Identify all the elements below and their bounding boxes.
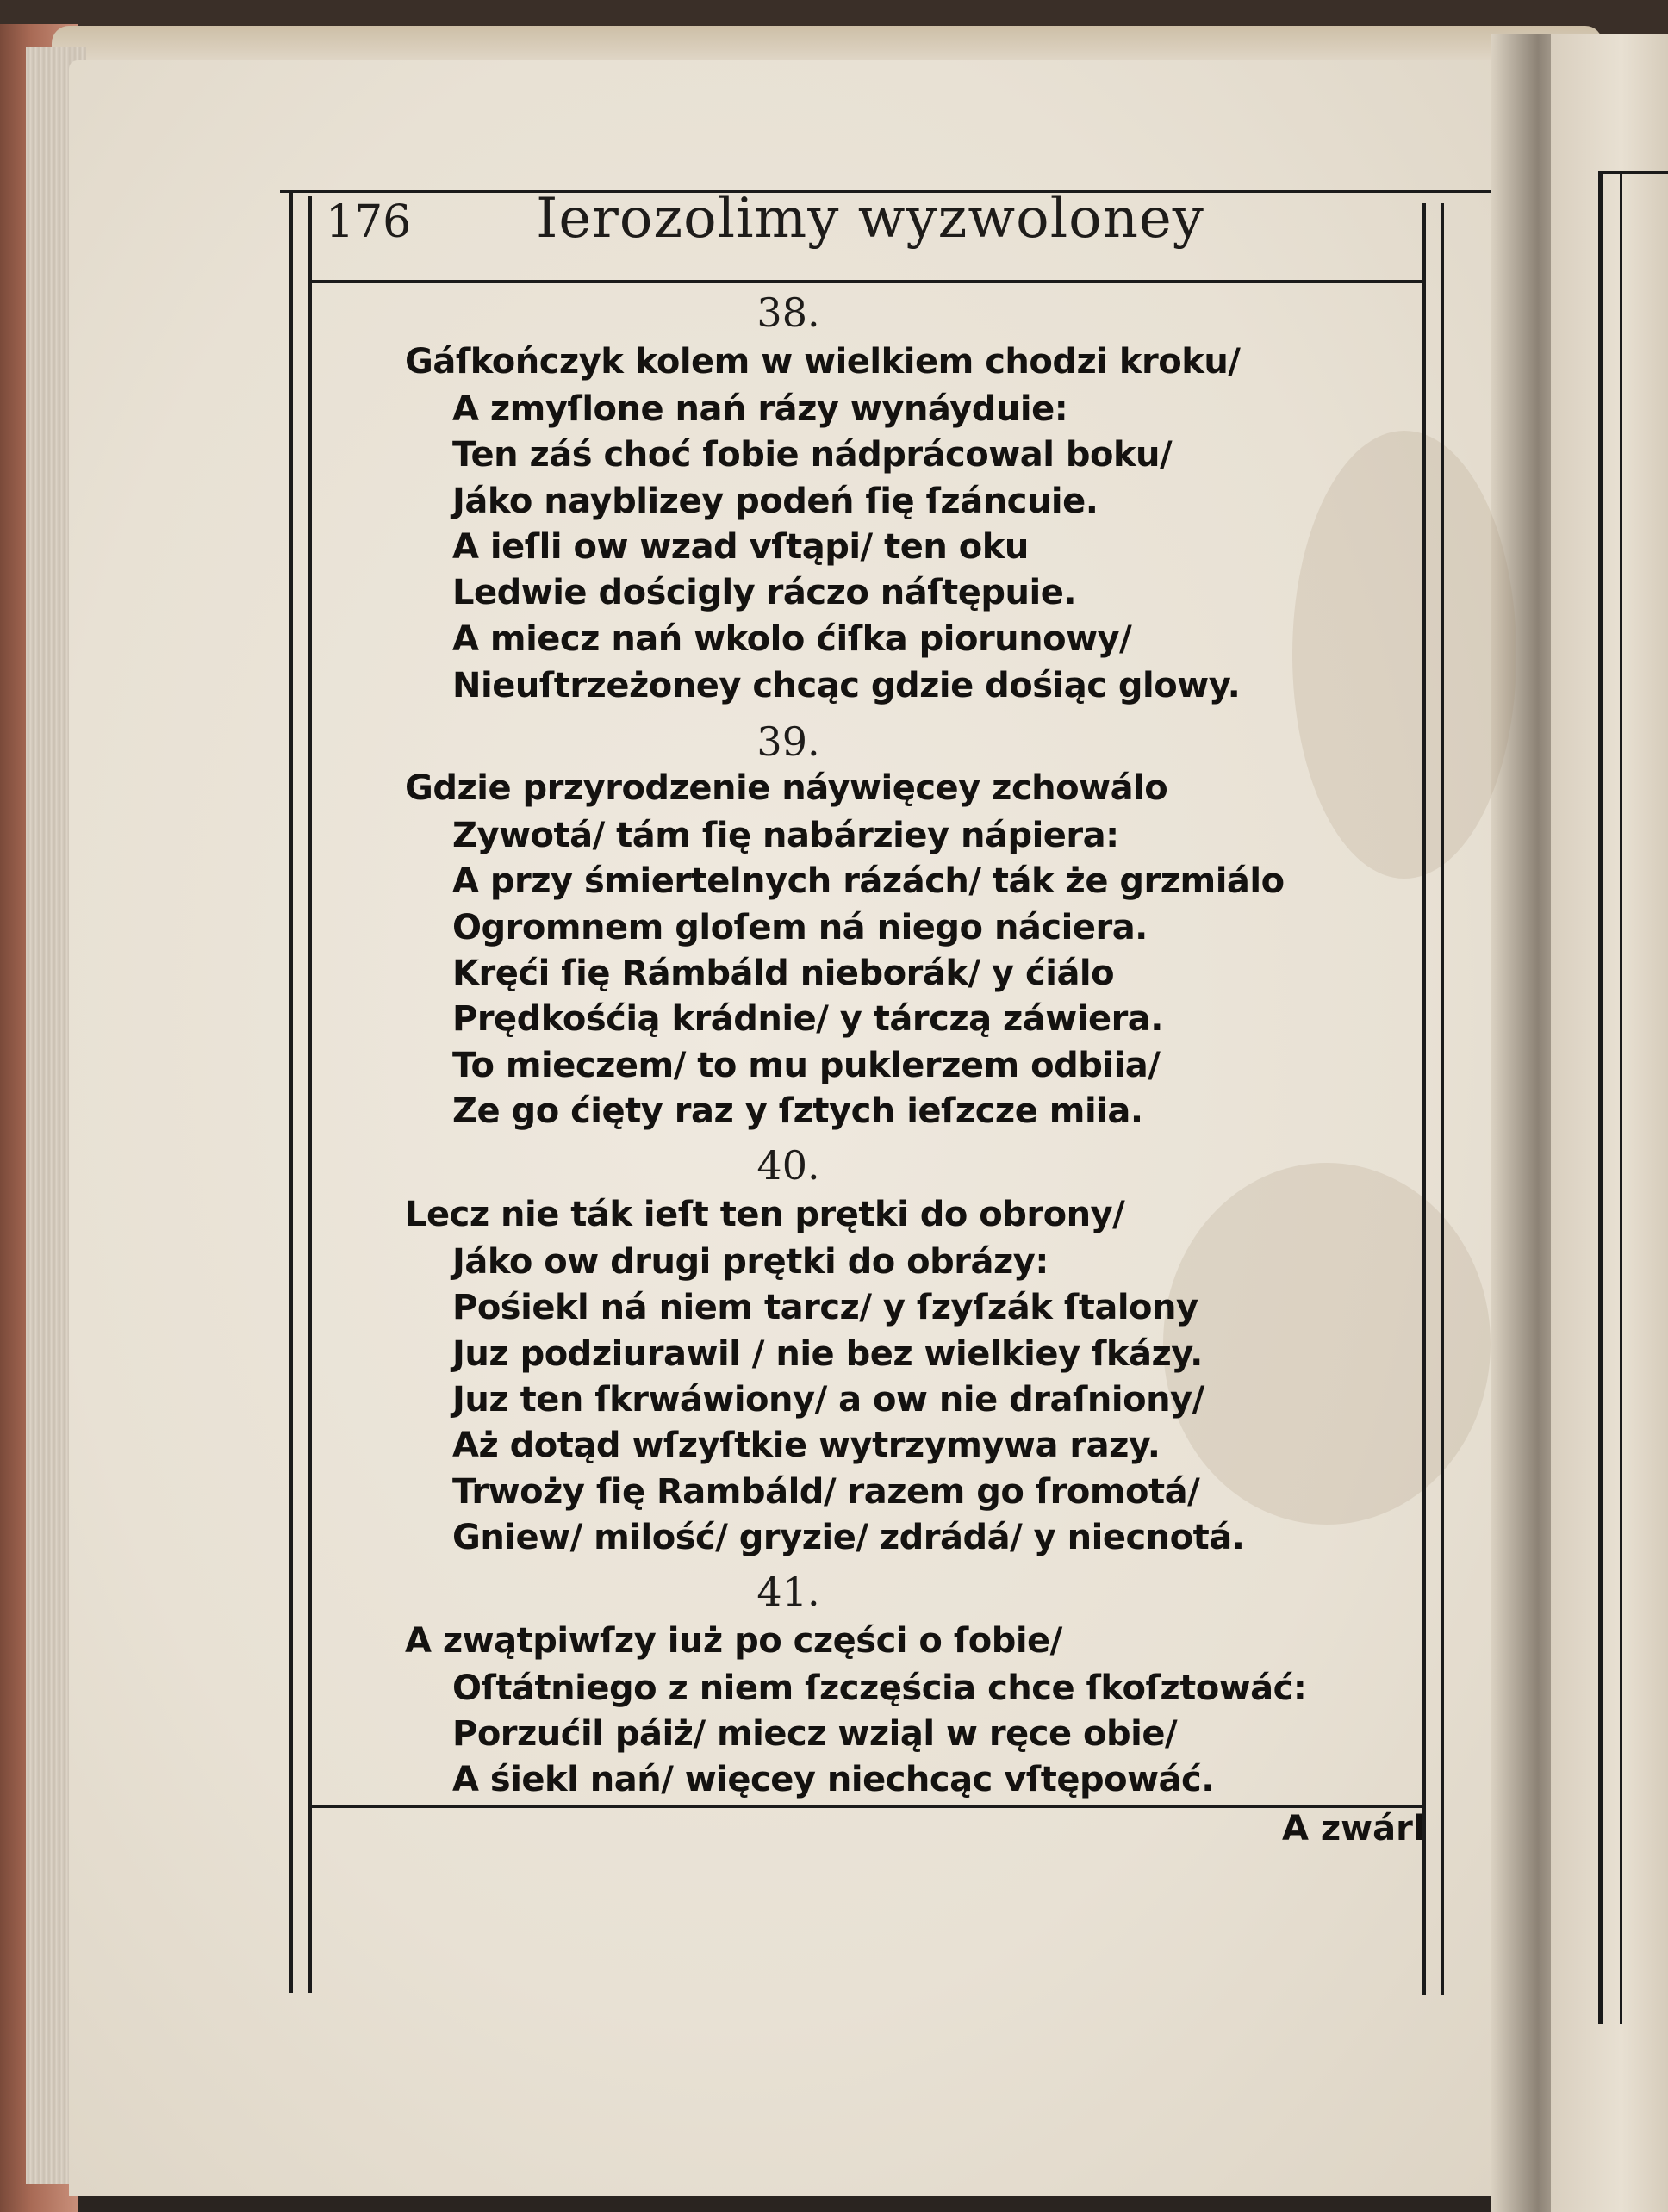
right-page-rule	[1598, 172, 1603, 2024]
verse-line: A ieſli ow wzad vſtąpi/ ten oku	[452, 527, 1029, 567]
verse-line: Pośiekl ná niem tarcz/ y ſzyſzák ſtalony	[452, 1288, 1198, 1327]
verse-line: Jáko ow drugi prętki do obrázy:	[452, 1242, 1049, 1282]
verse-line: Gdzie przyrodzenie náywięcey zchowálo	[405, 768, 1168, 808]
right-inner-rule	[1422, 203, 1426, 1995]
verse-line: Zywotá/ tám ſię nabárziey nápiera:	[452, 816, 1119, 855]
verse-line: Porzućil páiż/ miecz wziąl w ręce obie/	[452, 1714, 1178, 1754]
verse-line: Lecz nie ták ieſt ten prętki do obrony/	[405, 1195, 1125, 1234]
right-page-rule	[1620, 172, 1622, 2024]
verse-line: Jáko nayblizey podeń ſię ſzáncuie.	[452, 482, 1099, 521]
verse-line: Aż dotąd wſzyſtkie wytrzymywa razy.	[452, 1426, 1161, 1465]
right-page-rule	[1598, 171, 1668, 174]
stanza-number: 38.	[756, 289, 820, 336]
stanza-number: 40.	[756, 1142, 820, 1189]
verse-line: Ogromnem gloſem ná niego náciera.	[452, 908, 1148, 948]
verse-line: Ten záś choć ſobie nádprácowal boku/	[452, 435, 1173, 475]
catchword: A zwárl	[1282, 1809, 1425, 1849]
stanza-number: 41.	[756, 1569, 820, 1615]
verse-line: Prędkośćią krádnie/ y tárczą záwiera.	[452, 999, 1163, 1039]
right-outer-rule	[1441, 203, 1444, 1995]
verse-line: Oſtátniego z niem ſzczęścia chce ſkoſztowáć:	[452, 1668, 1307, 1708]
verse-line: Kręći ſię Rámbáld nieborák/ y ćiálo	[452, 954, 1115, 993]
verse-line: A śiekl nań/ więcey niechcąc vſtępowáć.	[452, 1760, 1214, 1799]
stanza-number: 39.	[756, 718, 820, 765]
paper-stain	[1292, 431, 1516, 879]
page-number: 176	[326, 196, 412, 248]
verse-line: A miecz nań wkolo ćiſka piorunowy/	[452, 619, 1132, 659]
verse-line: A zmyſlone nań rázy wynáyduie:	[452, 389, 1068, 429]
left-inner-rule	[308, 196, 312, 1993]
verse-line: Nieuſtrzeżoney chcąc gdzie dośiąc glowy.	[452, 666, 1241, 705]
running-title: Ierozolimy wyzwoloney	[536, 187, 1204, 251]
verse-line: Gniew/ milość/ gryzie/ zdrádá/ y niecnotá.	[452, 1518, 1245, 1557]
verse-line: Gáſkończyk kolem w wielkiem chodzi kroku/	[405, 342, 1241, 382]
verse-line: To mieczem/ to mu puklerzem odbiia/	[452, 1046, 1161, 1085]
right-page-edge	[1551, 34, 1668, 2212]
verse-line: Juz ten ſkrwáwiony/ a ow nie draſniony/	[452, 1380, 1204, 1420]
verse-line: Trwoży ſię Rambáld/ razem go ſromotá/	[452, 1472, 1200, 1512]
left-outer-rule	[289, 193, 293, 1993]
verse-line: Juz podziurawil / nie bez wielkiey ſkázy.	[452, 1334, 1203, 1374]
verse-line: A zwątpiwſzy iuż po części o ſobie/	[405, 1621, 1062, 1661]
header-rule	[310, 280, 1422, 283]
bottom-rule	[310, 1805, 1426, 1808]
verse-line: Ze go ćięty raz y ſztych ieſzcze miia.	[452, 1091, 1143, 1131]
verse-line: A przy śmiertelnych rázách/ ták że grzmiálo	[452, 861, 1285, 901]
verse-line: Ledwie dościgly ráczo náſtępuie.	[452, 573, 1077, 612]
